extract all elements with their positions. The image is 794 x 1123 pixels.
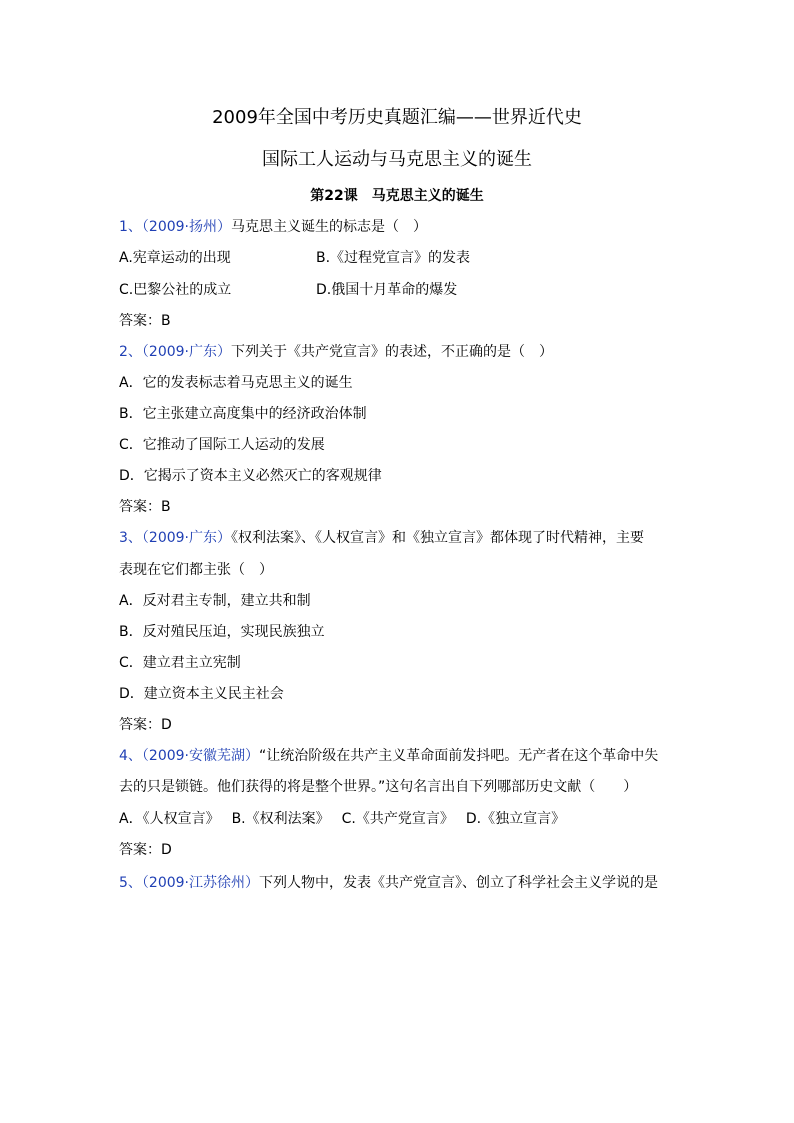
lesson-heading: 第22课 马克思主义的诞生 [310,188,484,204]
document-title: 2009年全国中考历史真题汇编——世界近代史 [212,107,582,128]
question-1-number: 1、 [119,219,142,235]
question-2-stem [119,342,553,362]
question-2-option-b: B．它主张建立高度集中的经济政治体制 [119,406,367,422]
question-3-number: 3、 [119,530,142,546]
question-4-option-b: B.《权利法案》 [231,811,330,827]
question-4-option-d: D.《独立宣言》 [465,811,566,827]
question-2-option-d: D．它揭示了资本主义必然灭亡的客观规律 [119,468,382,484]
question-3-text: 《权利法案》、《人权宣言》和《独立宣言》都体现了时代精神，主要 [231,530,645,546]
question-1-option-a: A.宪章运动的出现 [119,250,231,266]
question-4-text: “让统治阶级在共产主义革命面前发抖吧。无产者在这个革命中失 [259,748,659,764]
question-4-answer: 答案：D [119,842,172,858]
question-4-option-c: C.《共产党宣言》 [341,811,454,827]
question-1-text: 马克思主义诞生的标志是（ ） [231,219,428,235]
question-1-answer: 答案：B [119,313,171,329]
question-4-stem [119,746,658,766]
question-4-source: （2009·安徽芜湖） [141,748,260,764]
question-3-stem [119,528,644,548]
question-3-option-c: C．建立君主立宪制 [119,655,241,671]
question-1-option-d: D.俄国十月革命的爆发 [316,282,458,298]
question-4-stem-continued: 去的只是锁链。他们获得的将是整个世界。”这句名言出自下列哪部历史文献（ ） [119,779,638,795]
question-2-source: （2009·广东） [141,344,232,360]
question-1-source: （2009·扬州） [141,219,232,235]
question-3-option-b: B．反对殖民压迫，实现民族独立 [119,624,325,640]
question-5-stem [119,873,658,893]
question-3-source: （2009·广东） [141,530,232,546]
question-4-number: 4、 [119,748,142,764]
question-5-source: （2009·江苏徐州） [141,875,260,891]
question-5-number: 5、 [119,875,142,891]
question-3-option-a: A．反对君主专制，建立共和制 [119,593,311,609]
question-1-stem [119,217,427,237]
question-4-option-a: A．《人权宣言》 [119,811,220,827]
question-3-stem-continued: 表现在它们都主张（ ） [119,562,273,578]
question-1-options-row-1 [119,248,231,268]
question-3-option-d: D．建立资本主义民主社会 [119,686,284,702]
question-4-options-row [119,809,565,829]
question-2-option-c: C．它推动了国际工人运动的发展 [119,437,325,453]
question-2-option-a: A．它的发表标志着马克思主义的诞生 [119,375,353,391]
question-5-text: 下列人物中，发表《共产党宣言》、创立了科学社会主义学说的是 [259,875,659,891]
question-1-option-b: B.《过程党宣言》的发表 [316,250,471,266]
question-1-option-c: C.巴黎公社的成立 [119,282,232,298]
question-2-number: 2、 [119,344,142,360]
question-2-text: 下列关于《共产党宣言》的表述，不正确的是（ ） [231,344,554,360]
document-subtitle: 国际工人运动与马克思主义的诞生 [262,149,532,170]
question-1-options-row-2 [119,280,231,300]
question-2-answer: 答案：B [119,499,171,515]
question-3-answer: 答案：D [119,717,172,733]
